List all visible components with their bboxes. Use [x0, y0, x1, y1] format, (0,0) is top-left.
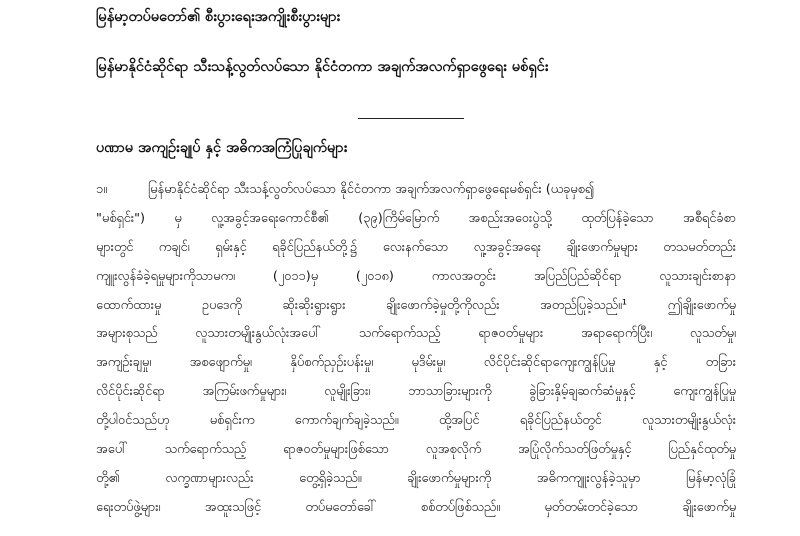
- paragraph-line: ထောက်ထားမှု ဥပဒေကို ဆိုးဆိုးရွားရွား ချိုးဖောက်ခဲ့မှုတို့ကိုလည်း အတည်ပြုခဲ့သည်။¹ ဤချိုးဖောက်မှု: [96, 297, 736, 313]
- document-title: မြန်မာ့တပ်မတော်၏ စီးပွားရေးအကျိုးစီးပွားများ: [96, 9, 341, 25]
- paragraph-line-text: မြန်မာနိုင်ငံဆိုင်ရာ သီးသန့်လွတ်လပ်သော နိုင်ငံတကာ အချက်အလက်ရှာဖွေရေးမစ်ရှင်း (ယခုမှစ၍: [148, 182, 595, 197]
- section-divider: [358, 118, 464, 119]
- paragraph-line: တို့ပါဝင်သည်ဟု မစ်ရှင်းက ကောက်ချက်ချခဲ့သည်။ ထို့အပြင် ရခိုင်ပြည်နယ်တွင် လူသားတမျိုးနွယ်လုံး: [96, 413, 736, 429]
- paragraph-line: ရေးတပ်ဖွဲ့များ၊ အထူးသဖြင့် တပ်မတော်ခေါ် စစ်တပ်ဖြစ်သည်။ မှတ်တမ်းတင်ခဲ့သော ချိုးဖောက်မှု: [96, 499, 736, 515]
- paragraph-line: [96, 176, 736, 205]
- paragraph-line: အကျဉ်းချမှု၊ အစဖျောက်မှု၊ နှိပ်စက်ညှဉ်းပန်းမှု၊ မုဒိမ်းမှု၊ လိင်ပိုင်းဆိုင်ရာကျေးကျွန်ပြုမှု နှင့် တခြား: [96, 355, 736, 371]
- paragraph-line: "မစ်ရှင်း") မှ လူ့အခွင့်အရေးကောင်စီ၏ (၃၉)ကြိမ်မြောက် အစည်းအဝေးပွဲသို့ ထုတ်ပြန်ခဲ့သော အစီရင်ခံစာ: [96, 210, 736, 226]
- paragraph-line: အများစုသည် လူသားတမျိုးနွယ်လုံးအပေါ် သက်ရောက်သည့် ရာဇဝတ်မှုများ အရာရောက်ပြီး၊ လူသတ်မှု၊: [96, 326, 736, 342]
- document-subtitle: မြန်မာနိုင်ငံဆိုင်ရာ သီးသန့်လွတ်လပ်သော နိုင်ငံတကာ အချက်အလက်ရှာဖွေရေး မစ်ရှင်း: [96, 59, 549, 75]
- paragraph-line: များတွင် ကချင်၊ ရှမ်းနှင့် ရခိုင်ပြည်နယ်တို့၌ လေးနက်သော လူ့အခွင့်အရေး ချိုးဖောက်မှုများ တသမတ်တည်း: [96, 239, 736, 255]
- section-heading: ပဏာမ အကျဉ်းချုပ် နှင့် အဓိကအကြံပြုချက်များ: [96, 140, 348, 156]
- paragraph-line: လိင်ပိုင်းဆိုင်ရာ အကြမ်းဖက်မှုများ၊ လူမျိုးခြား၊ ဘာသာခြားများကို ခွဲခြားနှိမ့်ချဆက်ဆံမှုနှင့် ကျေးကျွန်ပြုမှု: [96, 384, 736, 400]
- paragraph-number: ၁။: [96, 182, 108, 197]
- paragraph-line: အပေါ် သက်ရောက်သည့် ရာဇဝတ်မှုများဖြစ်သော လူအစုလိုက် အပြုံလိုက်သတ်ဖြတ်မှုနှင့် ပြည်နှင်ထုတ်မှု: [96, 442, 736, 458]
- paragraph-line: တို့၏ လက္ခဏာများလည်း တွေ့ရှိခဲ့သည်။ ချိုးဖောက်မှုများကို အဓိကကျူးလွန်ခဲ့သူမှာ မြန်မာ့လုံခြုံ: [96, 470, 736, 486]
- body-paragraph: [96, 176, 736, 523]
- paragraph-line: ကျူးလွန်ခံခဲ့ရမှုများကိုသာမက၊ (၂၀၁၁)မှ (၂၀၁၈) ကာလအတွင်း အပြည်ပြည်ဆိုင်ရာ လူသားချင်းစာနာ: [96, 268, 736, 284]
